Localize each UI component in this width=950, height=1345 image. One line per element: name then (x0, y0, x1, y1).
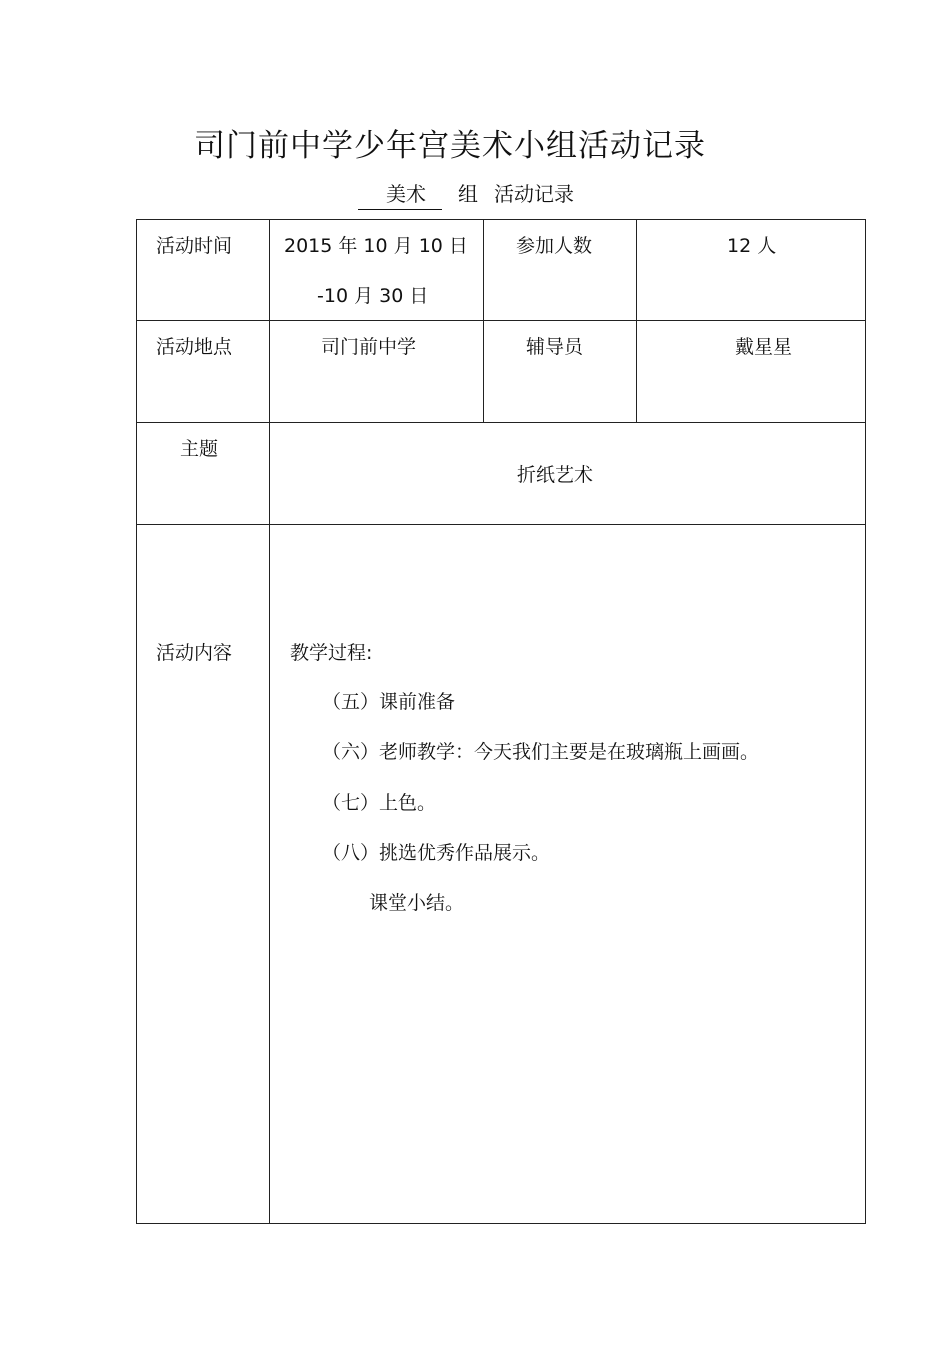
group-name-underlined: 美术 (358, 178, 442, 210)
record-word: 活动记录 (494, 182, 574, 206)
time-label: 活动时间 (156, 235, 233, 257)
column-divider (483, 219, 484, 422)
table-border-top (136, 219, 866, 220)
table-border-right (865, 219, 866, 1224)
participant-count-label: 参加人数 (516, 235, 593, 257)
theme-label: 主题 (180, 438, 219, 460)
instructor-value: 戴星星 (735, 336, 793, 358)
time-value-line2: -10 月 30 日 (317, 285, 429, 307)
column-divider (269, 219, 270, 1224)
content-line: （八）挑选优秀作品展示。 (322, 842, 551, 864)
document-title: 司门前中学少年宫美术小组活动记录 (194, 128, 706, 164)
document-subtitle (358, 178, 574, 210)
column-divider (636, 219, 637, 422)
content-line: （五）课前准备 (322, 691, 456, 713)
row-divider (136, 320, 866, 321)
content-line: （六）老师教学：今天我们主要是在玻璃瓶上画画。 (322, 741, 760, 763)
participant-count-value: 12 人 (727, 235, 777, 257)
row-divider (136, 524, 866, 525)
time-value-line1: 2015 年 10 月 10 日 (284, 235, 468, 257)
content-line: 教学过程: (290, 642, 373, 664)
table-border-left (136, 219, 137, 1224)
activity-record-table (136, 219, 866, 1224)
content-line: （七）上色。 (322, 792, 437, 814)
place-value: 司门前中学 (321, 336, 417, 358)
row-divider (136, 422, 866, 423)
content-label: 活动内容 (156, 642, 233, 664)
table-border-bottom (136, 1223, 866, 1224)
content-line: 课堂小结。 (369, 892, 465, 914)
instructor-label: 辅导员 (526, 336, 584, 358)
group-word: 组 (458, 182, 478, 206)
place-label: 活动地点 (156, 336, 233, 358)
theme-value: 折纸艺术 (517, 464, 594, 486)
